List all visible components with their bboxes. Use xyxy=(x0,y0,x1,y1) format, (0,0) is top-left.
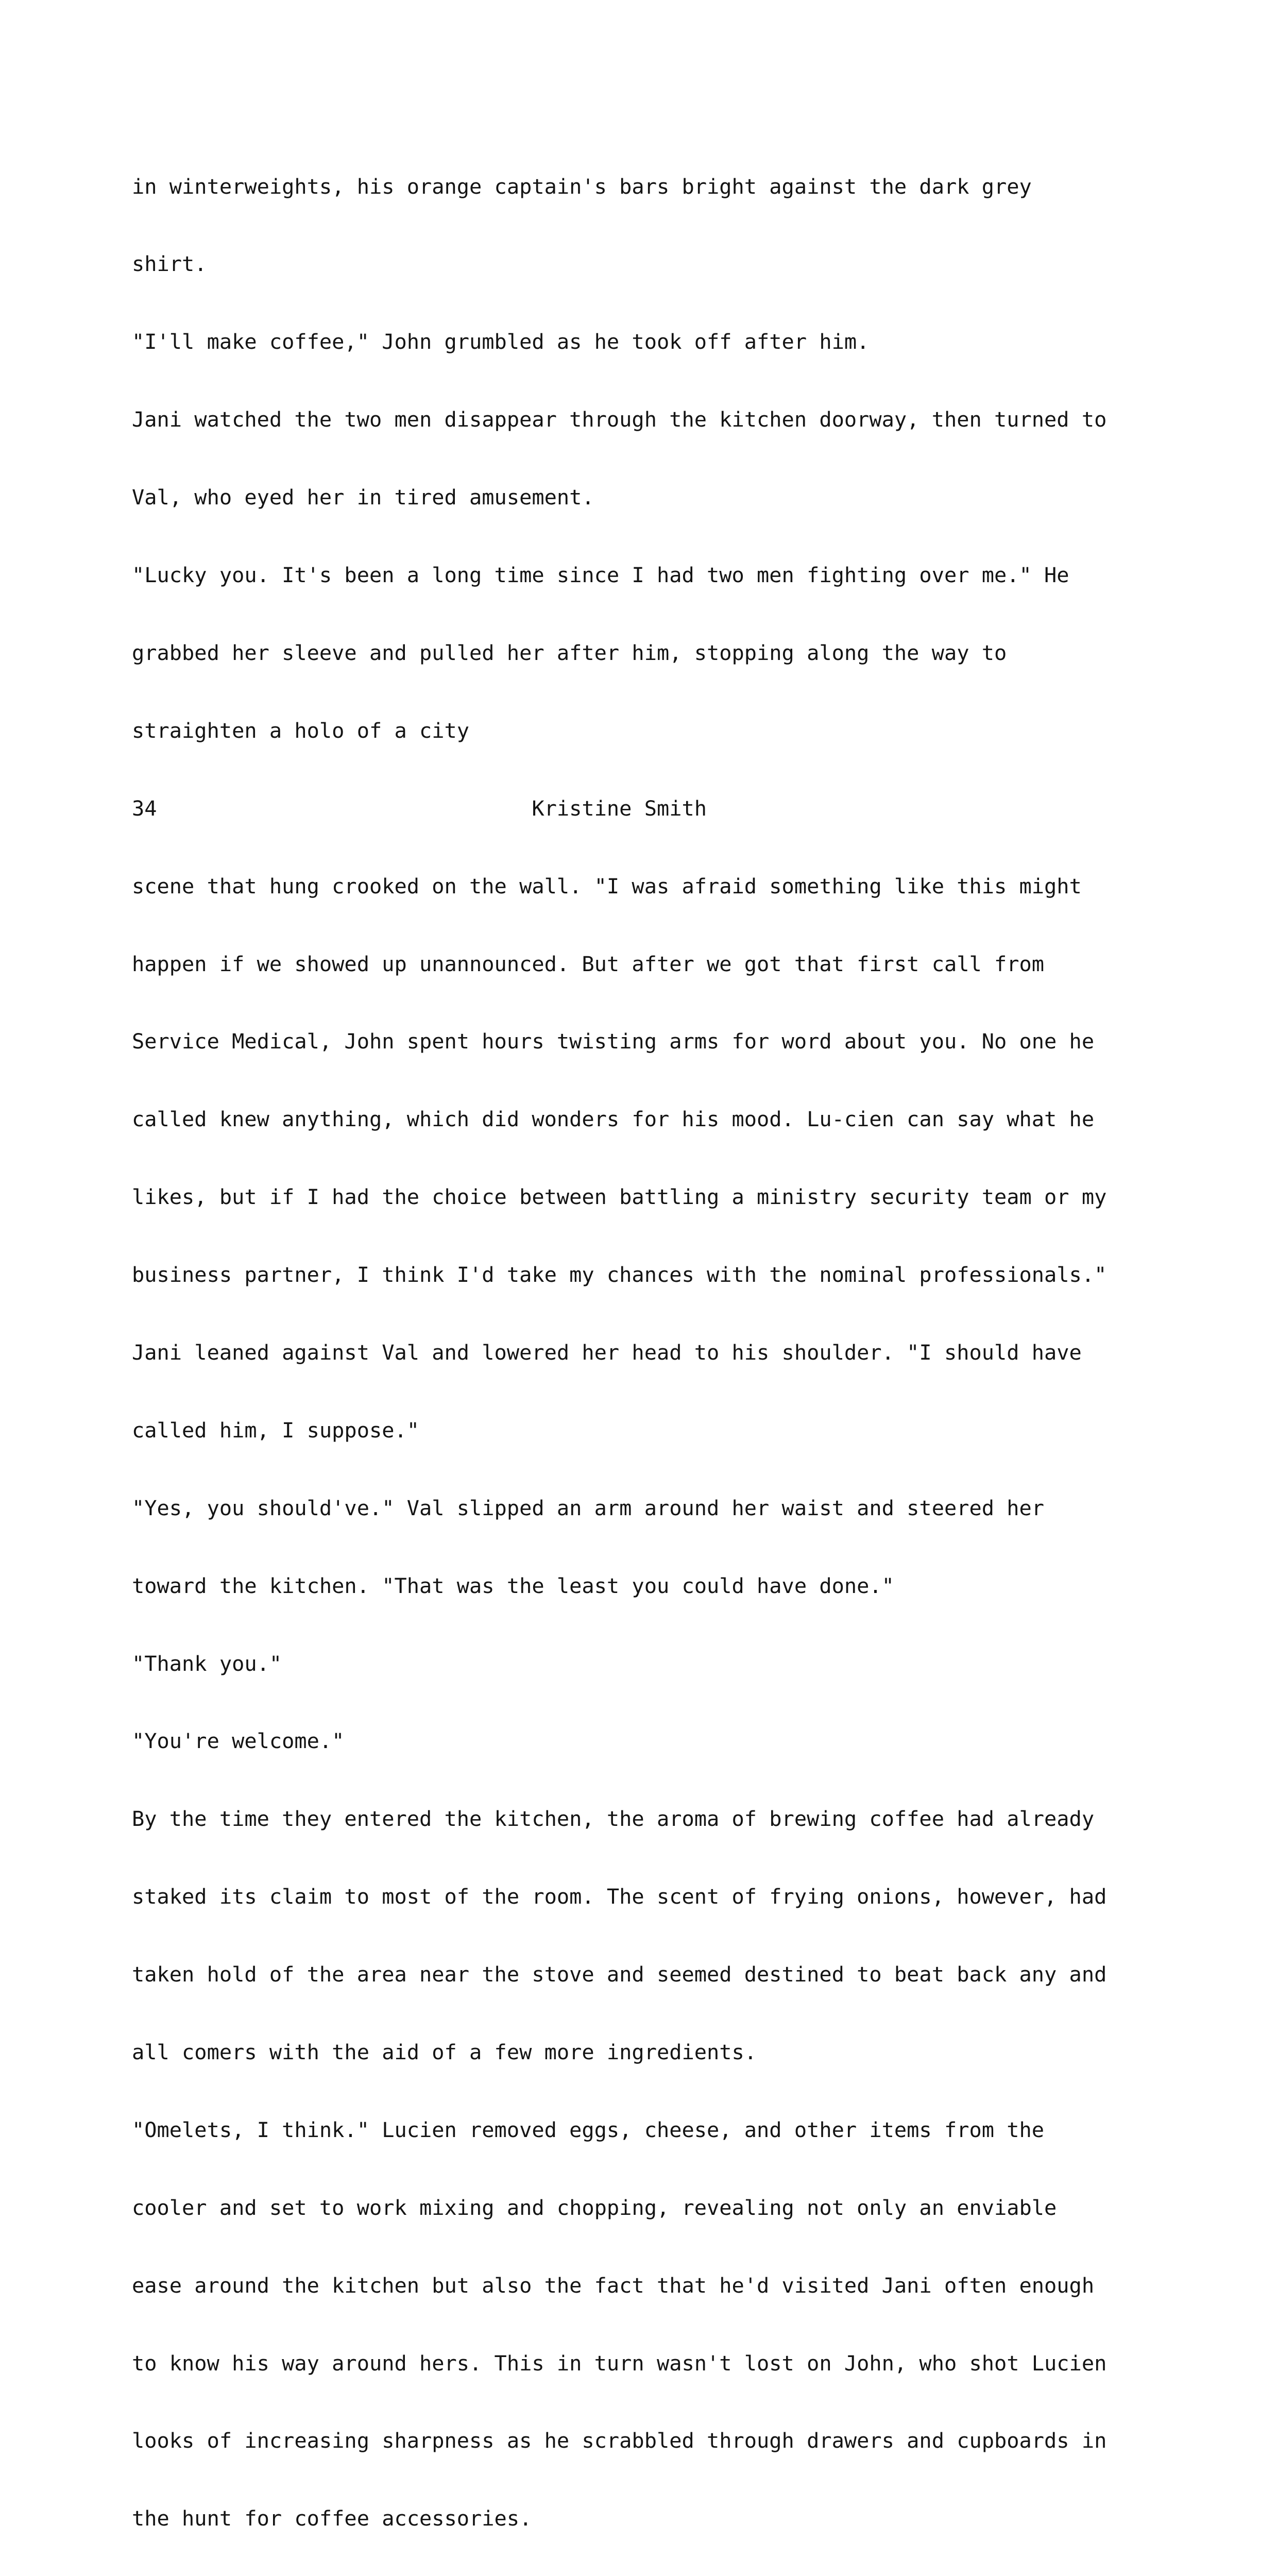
document-page xyxy=(132,122,1162,2576)
text-line: cooler and set to work mixing and chopping, revealing not only an enviable xyxy=(132,2195,1057,2220)
text-line: taken hold of the area near the stove and seemed destined to beat back any and xyxy=(132,1962,1107,1987)
text-line: likes, but if I had the choice between battling a ministry security team or my xyxy=(132,1185,1107,1210)
text-line: business partner, I think I'd take my chances with the nominal professionals." xyxy=(132,1263,1107,1287)
text-line: shirt. xyxy=(132,252,207,277)
text-line: "Lucky you. It's been a long time since I had two men fighting over me." He xyxy=(132,563,1069,588)
text-line: in winterweights, his orange captain's bars bright against the dark grey xyxy=(132,174,1032,199)
text-line: the hunt for coffee accessories. xyxy=(132,2506,532,2531)
text-line: Jani leaned against Val and lowered her head to his shoulder. "I should have xyxy=(132,1340,1082,1365)
text-line: all comers with the aid of a few more ingredients. xyxy=(132,2040,757,2064)
text-line: Val, who eyed her in tired amusement. xyxy=(132,485,594,510)
text-line: staked its claim to most of the room. The scent of frying onions, however, had xyxy=(132,1885,1107,1909)
text-line: "I'll make coffee," John grumbled as he took off after him. xyxy=(132,330,870,354)
text-line: grabbed her sleeve and pulled her after him, stopping along the way to xyxy=(132,640,1007,665)
text-line: looks of increasing sharpness as he scrabbled through drawers and cupboards in xyxy=(132,2429,1107,2453)
text-line: Jani watched the two men disappear through the kitchen doorway, then turned to xyxy=(132,408,1107,432)
text-line: "Omelets, I think." Lucien removed eggs, cheese, and other items from the xyxy=(132,2117,1045,2142)
text-line: straighten a holo of a city xyxy=(132,718,470,743)
text-line: "You're welcome." xyxy=(132,1729,345,1754)
text-line: By the time they entered the kitchen, the aroma of brewing coffee had already xyxy=(132,1807,1095,1832)
text-line: to know his way around hers. This in turn wasn't lost on John, who shot Lucien xyxy=(132,2351,1107,2376)
text-line: happen if we showed up unannounced. But after we got that first call from xyxy=(132,952,1045,976)
text-line: called him, I suppose." xyxy=(132,1418,419,1443)
text-line: "Thank you." xyxy=(132,1651,282,1676)
text-line: toward the kitchen. "That was the least you could have done." xyxy=(132,1573,894,1598)
text-line: ease around the kitchen but also the fact that he'd visited Jani often enough xyxy=(132,2273,1095,2298)
text-line: "Yes, you should've." Val slipped an arm around her waist and steered her xyxy=(132,1496,1045,1520)
page-header-34: 34 Kristine Smith xyxy=(132,796,707,821)
text-line: scene that hung crooked on the wall. "I was afraid something like this might xyxy=(132,874,1082,899)
text-line: Service Medical, John spent hours twisting arms for word about you. No one he xyxy=(132,1029,1095,1054)
text-line: called knew anything, which did wonders for his mood. Lu-cien can say what he xyxy=(132,1107,1095,1132)
